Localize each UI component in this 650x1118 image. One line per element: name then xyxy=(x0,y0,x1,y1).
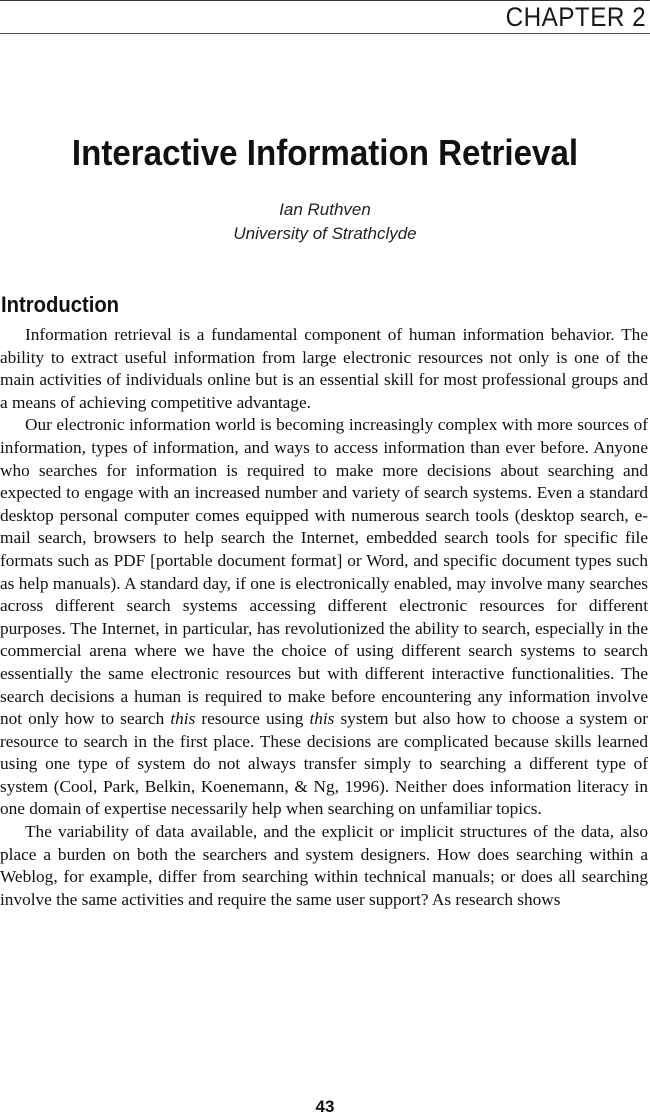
chapter-label: CHAPTER 2 xyxy=(505,2,646,32)
author-affiliation: University of Strathclyde xyxy=(233,224,417,243)
paragraph-1: Information retrieval is a fundamental component of human information behavior. The ability to extract useful information from large electronic resources not only is one of the main activities of individuals online but is an essential skill for most professional groups and a means of achieving competitive advantage. xyxy=(0,325,648,412)
author-name: Ian Ruthven xyxy=(279,200,371,219)
emphasis-this-1: this xyxy=(170,709,196,729)
page-number: 43 xyxy=(315,1097,335,1116)
emphasis-this-2: this xyxy=(309,709,335,729)
paragraph-2-part-3: system but also how to choose a system or resource to search in the first place. These decisions are complicated because skills learned using one type of system do not always transfer simply to searching a different type of system (Cool, Park, Belkin, Koenemann, & Ng, 1996). Neither does information literacy in one domain of expertise necessarily help when searching on unfamiliar topics. xyxy=(0,709,648,819)
paragraph-2-part-1: Our electronic information world is becoming increasingly complex with more sources of information, types of information, and ways to access information than ever before. Anyone who searches for information is required to make more decisions about searching and expected to engage with an increased number and variety of search systems. Even a standard desktop personal computer comes equipped with numerous search tools (desktop search, e-mail search, browsers to help search the Internet, embedded search tools for specific file formats such as PDF [portable document format] or Word, and specific document types such as help manuals). A standard day, if one is electronically enabled, may involve many searches across different search systems accessing different electronic resources for different purposes. The Internet, in particular, has revolutionized the ability to search, especially in the commercial arena where we have the choice of using different search systems to search essentially the same electronic resources but with different interactive functionalities. The search decisions a human is required to make before encountering any information involve not only how to search xyxy=(0,415,648,729)
paragraph-2 xyxy=(0,414,648,821)
paragraph-2-part-2: resource using xyxy=(195,709,310,729)
paragraph-3: The variability of data available, and the explicit or implicit structures of the data, also place a burden on both the searchers and system designers. How does searching within a Weblog, for example, differ from searching within technical manuals; or does all searching involve the same activities and require the same user support? As research shows xyxy=(0,822,648,909)
header-bottom-rule xyxy=(0,33,650,34)
section-heading: Introduction xyxy=(1,292,120,317)
chapter-title: Interactive Information Retrieval xyxy=(71,132,579,173)
body-text xyxy=(0,324,648,911)
